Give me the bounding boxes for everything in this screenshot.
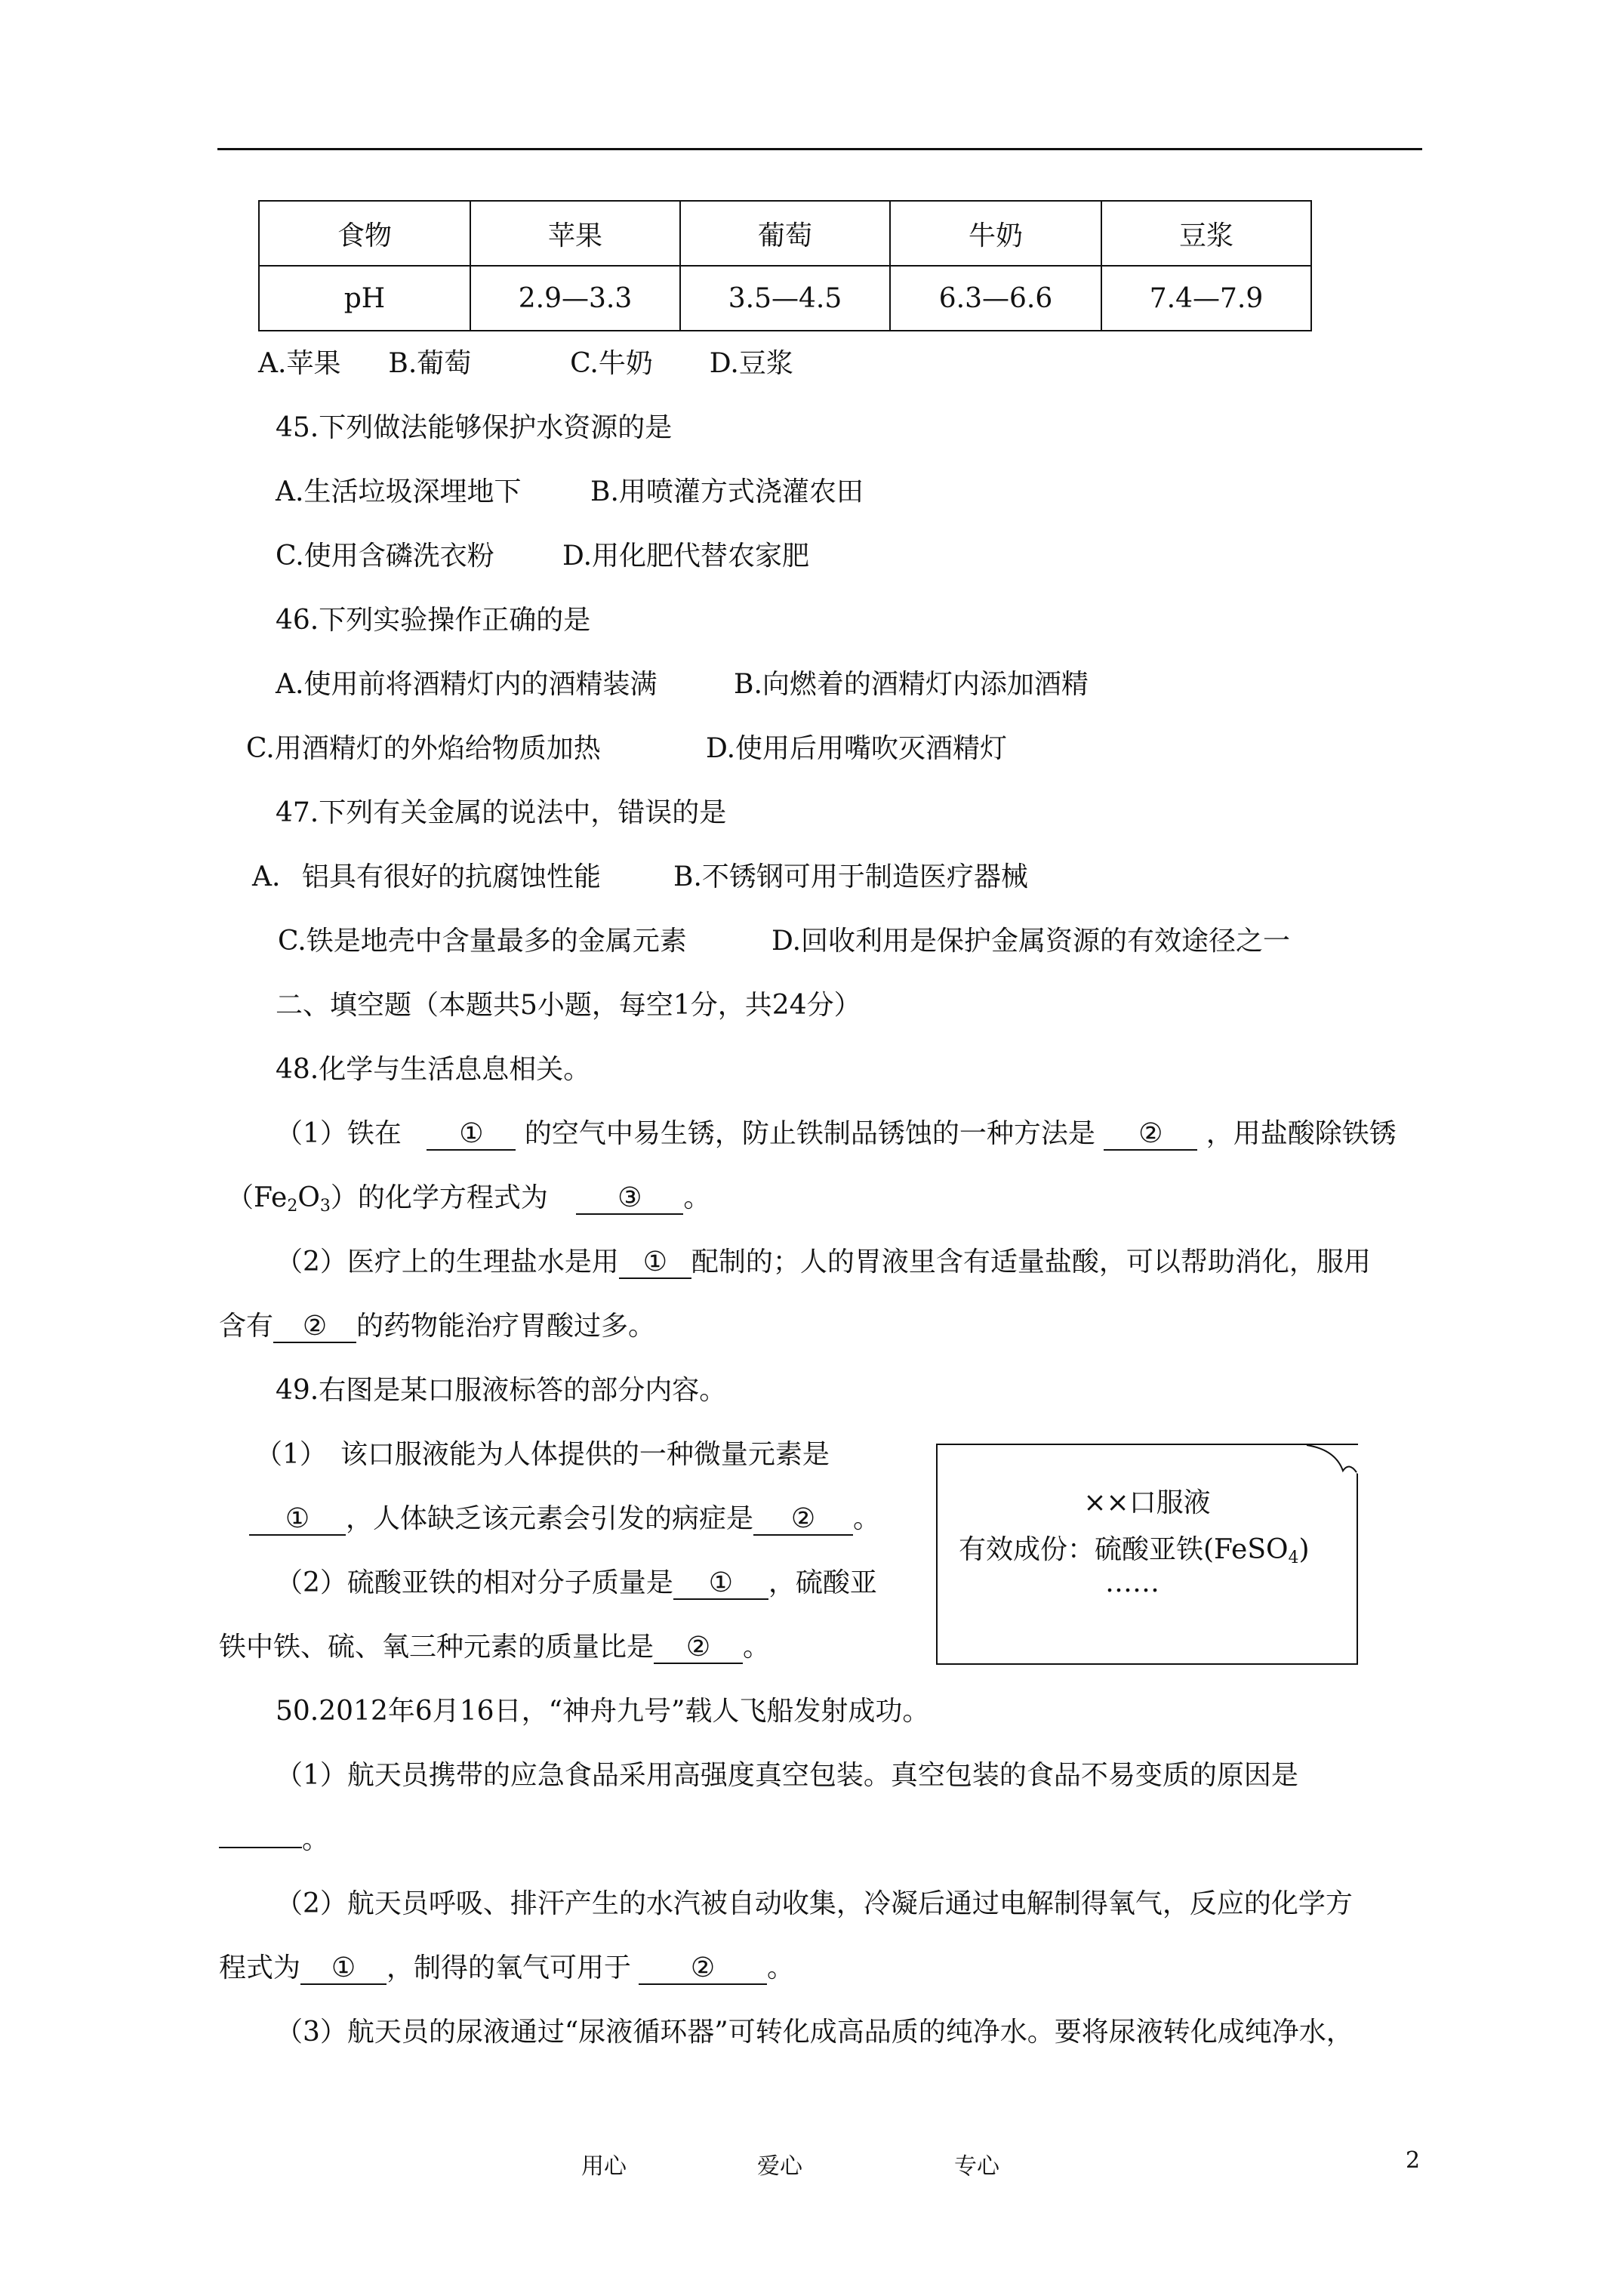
table-cell: 牛奶 (890, 201, 1101, 266)
answer-blank: ② (1104, 1119, 1197, 1151)
q46-option-c: C.用酒精灯的外焰给物质加热 (246, 733, 601, 764)
text: ，人体缺乏该元素会引发的病症是 (346, 1503, 754, 1534)
answer-blank: ② (273, 1311, 356, 1343)
table-cell: 7.4—7.9 (1101, 266, 1311, 331)
q49-part2-line2 (219, 1631, 770, 1664)
text: 。 (767, 1952, 795, 1983)
table-cell: 食物 (259, 201, 470, 266)
q46-option-b: B.向燃着的酒精灯内添加酒精 (734, 669, 1089, 700)
section-heading: 二、填空题（本题共5小题，每空1分，共24分） (276, 990, 861, 1021)
table-cell: 葡萄 (680, 201, 890, 266)
q44-option-c: C.牛奶 (570, 348, 653, 379)
q50-stem: 50.2012年6月16日，“神舟九号”载人飞船发射成功。 (276, 1696, 930, 1727)
q46-stem: 46.下列实验操作正确的是 (276, 605, 591, 636)
text: ，制得的氧气可用于 (387, 1952, 632, 1983)
text: （1）铁在 (276, 1118, 402, 1149)
text: 铁中铁、硫、氧三种元素的质量比是 (219, 1632, 654, 1663)
text: （2）硫酸亚铁的相对分子质量是 (276, 1567, 673, 1598)
text: 。 (683, 1182, 711, 1213)
q49-part1-line1: （1） 该口服液能为人体提供的一种微量元素是 (255, 1439, 830, 1470)
q49-part2-line1 (276, 1567, 877, 1600)
text: ) (1298, 1534, 1310, 1565)
q47-option-a-label: A. (252, 861, 281, 892)
text: （Fe (226, 1182, 288, 1213)
table-row (259, 266, 1311, 331)
answer-blank: ③ (576, 1183, 683, 1215)
q50-part3-line1: （3）航天员的尿液通过“尿液循环器”可转化成高品质的纯净水。要将尿液转化成纯净水， (276, 2017, 1354, 2048)
q50-part1-line2 (219, 1823, 329, 1857)
text: 。 (853, 1503, 881, 1534)
q45-option-c: C.使用含磷洗衣粉 (276, 541, 494, 572)
q44-option-d: D.豆浆 (709, 348, 793, 379)
subscript: 3 (319, 1197, 331, 1216)
text: 含有 (219, 1311, 274, 1342)
label-title: ××口服液 (1083, 1487, 1211, 1518)
q45-stem: 45.下列做法能够保护水资源的是 (276, 412, 673, 443)
answer-blank: ② (753, 1504, 853, 1536)
answer-blank: ① (619, 1247, 691, 1279)
q50-part1-line1: （1）航天员携带的应急食品采用高强度真空包装。真空包装的食品不易变质的原因是 (276, 1760, 1298, 1791)
footer-middle: 爱心 (757, 2153, 802, 2180)
table-cell: pH (259, 266, 470, 331)
footer-left: 用心 (581, 2153, 627, 2180)
text: ，用盐酸除铁锈 (1206, 1118, 1397, 1149)
q48-part2-line1 (276, 1246, 1371, 1279)
text: 程式为 (219, 1952, 301, 1983)
answer-blank: ② (654, 1632, 743, 1664)
text: （2）医疗上的生理盐水是用 (276, 1247, 619, 1277)
table-cell: 豆浆 (1101, 201, 1311, 266)
header-rule (217, 148, 1422, 150)
answer-blank: ① (249, 1504, 346, 1536)
q50-part2-line2 (219, 1952, 794, 1985)
q49-stem: 49.右图是某口服液标答的部分内容。 (276, 1375, 727, 1406)
q47-stem: 47.下列有关金属的说法中，错误的是 (276, 797, 727, 828)
q48-part1-line1 (276, 1117, 1397, 1151)
label-ingredient (959, 1528, 1310, 1567)
answer-blank (219, 1847, 302, 1848)
q50-part2-line1: （2）航天员呼吸、排汗产生的水汽被自动收集，冷凝后通过电解制得氧气，反应的化学方 (276, 1888, 1353, 1919)
text: ）的化学方程式为 (330, 1182, 548, 1213)
q45-option-b: B.用喷灌方式浇灌农田 (590, 476, 864, 507)
q45-option-d: D.用化肥代替农家肥 (562, 541, 810, 572)
subscript: 4 (1288, 1549, 1299, 1567)
answer-blank: ① (427, 1119, 516, 1151)
q44-option-b: B.葡萄 (388, 348, 472, 379)
table-cell: 2.9—3.3 (470, 266, 680, 331)
subscript: 2 (287, 1197, 298, 1216)
table-cell: 6.3—6.6 (890, 266, 1101, 331)
q47-option-a: 铝具有很好的抗腐蚀性能 (302, 861, 602, 892)
oral-liquid-label (936, 1444, 1358, 1665)
q45-option-a: A.生活垃圾深埋地下 (276, 476, 522, 507)
table-cell: 3.5—4.5 (680, 266, 890, 331)
q48-part2-line2 (219, 1310, 655, 1343)
q48-part1-line2 (226, 1182, 710, 1223)
q46-option-d: D.使用后用嘴吹灭酒精灯 (706, 733, 1008, 764)
q49-part1-line2 (249, 1502, 880, 1536)
answer-blank: ① (673, 1568, 768, 1600)
folded-corner-icon (1305, 1444, 1358, 1474)
q47-option-d: D.回收利用是保护金属资源的有效途径之一 (771, 926, 1291, 957)
q44-options (258, 347, 793, 381)
ph-table (258, 200, 1312, 331)
label-ellipsis: …… (1105, 1567, 1160, 1598)
q48-stem: 48.化学与生活息息相关。 (276, 1054, 591, 1085)
text: 有效成份：硫酸亚铁(FeSO (959, 1534, 1289, 1565)
q44-option-a: A.苹果 (258, 348, 341, 379)
text: 。 (743, 1632, 771, 1663)
table-cell: 苹果 (470, 201, 680, 266)
footer-right: 专心 (954, 2153, 999, 2180)
text: ，硫酸亚 (768, 1567, 877, 1598)
text: 的空气中易生锈，防止铁制品锈蚀的一种方法是 (524, 1118, 1095, 1149)
answer-blank: ② (639, 1953, 767, 1985)
table-row (259, 201, 1311, 266)
answer-blank: ① (300, 1953, 387, 1985)
text: 。 (302, 1824, 330, 1855)
q47-option-c: C.铁是地壳中含量最多的金属元素 (278, 926, 687, 957)
page-number: 2 (1406, 2147, 1421, 2174)
q46-option-a: A.使用前将酒精灯内的酒精装满 (276, 669, 658, 700)
text: 配制的；人的胃液里含有适量盐酸，可以帮助消化，服用 (691, 1247, 1371, 1277)
text: O (297, 1182, 320, 1213)
q47-option-b: B.不锈钢可用于制造医疗器械 (673, 861, 1028, 892)
text: 的药物能治疗胃酸过多。 (356, 1311, 656, 1342)
